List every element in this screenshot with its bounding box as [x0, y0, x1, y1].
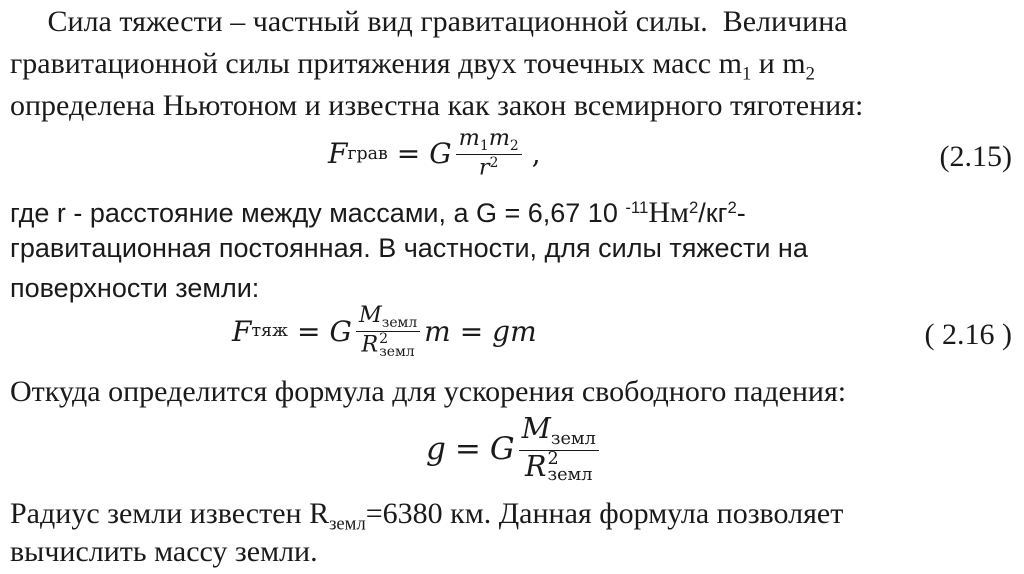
eq2-denominator [358, 332, 417, 358]
equation-2-16 [232, 304, 537, 358]
line-7-text: Откуда определится формула для ускорения свободного падения: [10, 375, 847, 408]
eq2-R-sub: земл [379, 343, 415, 360]
eq1-m2-sub: 2 [509, 137, 519, 154]
eq1-m1-sub: 1 [479, 137, 489, 154]
exponent-g: -11 [625, 198, 649, 217]
paragraph-line-1 [10, 4, 848, 40]
equation-g [426, 414, 603, 484]
eq1-equals: = [396, 137, 421, 171]
eq1-m1: m [458, 125, 480, 151]
eq3-M-sub: земл [550, 429, 596, 450]
eq1-denominator [476, 155, 502, 180]
eq2-m: m [424, 314, 451, 348]
eq2-R-sup: 2 [379, 331, 389, 348]
eq2-R-scripts [379, 333, 414, 358]
unit-nm: Нм [648, 196, 689, 230]
eq1-G: G [429, 137, 452, 171]
eq2-gm: gm [492, 314, 537, 348]
eq3-R-sub: земл [547, 465, 593, 486]
eq1-r: r [478, 155, 490, 182]
unit-kg-sq: 2 [727, 198, 737, 217]
eq1-comma: , [531, 137, 541, 171]
equation-2-15 [328, 127, 541, 181]
paragraph-line-9 [10, 534, 318, 570]
paragraph-line-4 [10, 190, 746, 231]
line-5-text: гравитационная постоянная. В частности, для силы тяжести на [10, 233, 808, 263]
paragraph-line-7 [10, 374, 846, 410]
line-4-dash: - [736, 198, 746, 229]
eq1-r-sup: 2 [489, 155, 499, 172]
eq2-M-sub: земл [381, 314, 418, 331]
eq2-M: M [358, 302, 382, 328]
equation-number-2-15: (2.15) [939, 140, 1012, 173]
eq1-fraction [456, 127, 522, 181]
eq2-F: F [232, 314, 252, 348]
eq3-M: M [521, 412, 551, 445]
unit-nm-sq: 2 [688, 198, 699, 217]
eq3-R-sup: 2 [547, 449, 559, 470]
line-9-text: вычислить массу земли. [10, 535, 318, 568]
line-3-text: определена Ньютоном и известна как закон всемирного тяготения: [10, 89, 864, 122]
line-1-text: Сила тяжести – частный вид гравитационной силы. Величина [10, 5, 848, 38]
eq1-m2: m [488, 125, 510, 151]
eq3-numerator [519, 414, 599, 451]
r-zeml-subscript: земл [329, 513, 366, 535]
m1-subscript: 1 [741, 63, 752, 85]
line-6-text: поверхности земли: [10, 273, 260, 303]
eq1-F: F [328, 137, 348, 171]
paragraph-line-5 [10, 230, 808, 266]
eq2-equals: = [296, 314, 321, 348]
line-4-text: где r - расстояние между массами, а G = 6,67 10 [10, 198, 626, 229]
eq3-denominator [522, 451, 596, 484]
eq3-fraction [519, 414, 599, 484]
m2-subscript: 2 [805, 63, 815, 85]
line-8-post: =6380 км. Данная формула позволяет [365, 497, 844, 530]
eq2-F-sub: тяж [251, 321, 288, 342]
eq3-g: g [426, 431, 446, 468]
eq3-G: G [489, 431, 515, 468]
paragraph-line-2 [10, 46, 815, 93]
line-8-text: Радиус земли известен R [10, 497, 330, 530]
eq3-R-scripts [547, 449, 593, 486]
paragraph-line-6 [10, 270, 259, 306]
eq3-R: R [524, 449, 547, 483]
line-2-text: гравитационной силы притяжения двух точечных масс m [10, 47, 742, 80]
eq1-F-sub: грав [347, 143, 388, 164]
eq3-equals: = [454, 431, 481, 468]
equation-number-2-16: ( 2.16 ) [924, 318, 1012, 351]
eq1-numerator [456, 127, 522, 155]
unit-kg: /кг [698, 198, 728, 229]
line-2-mid: и m [751, 47, 806, 80]
eq2-equals-2: = [459, 314, 484, 348]
eq2-fraction [356, 304, 420, 358]
paragraph-line-3 [10, 88, 863, 124]
eq2-G: G [329, 314, 352, 348]
eq2-numerator [356, 304, 420, 332]
eq2-R: R [361, 331, 379, 358]
